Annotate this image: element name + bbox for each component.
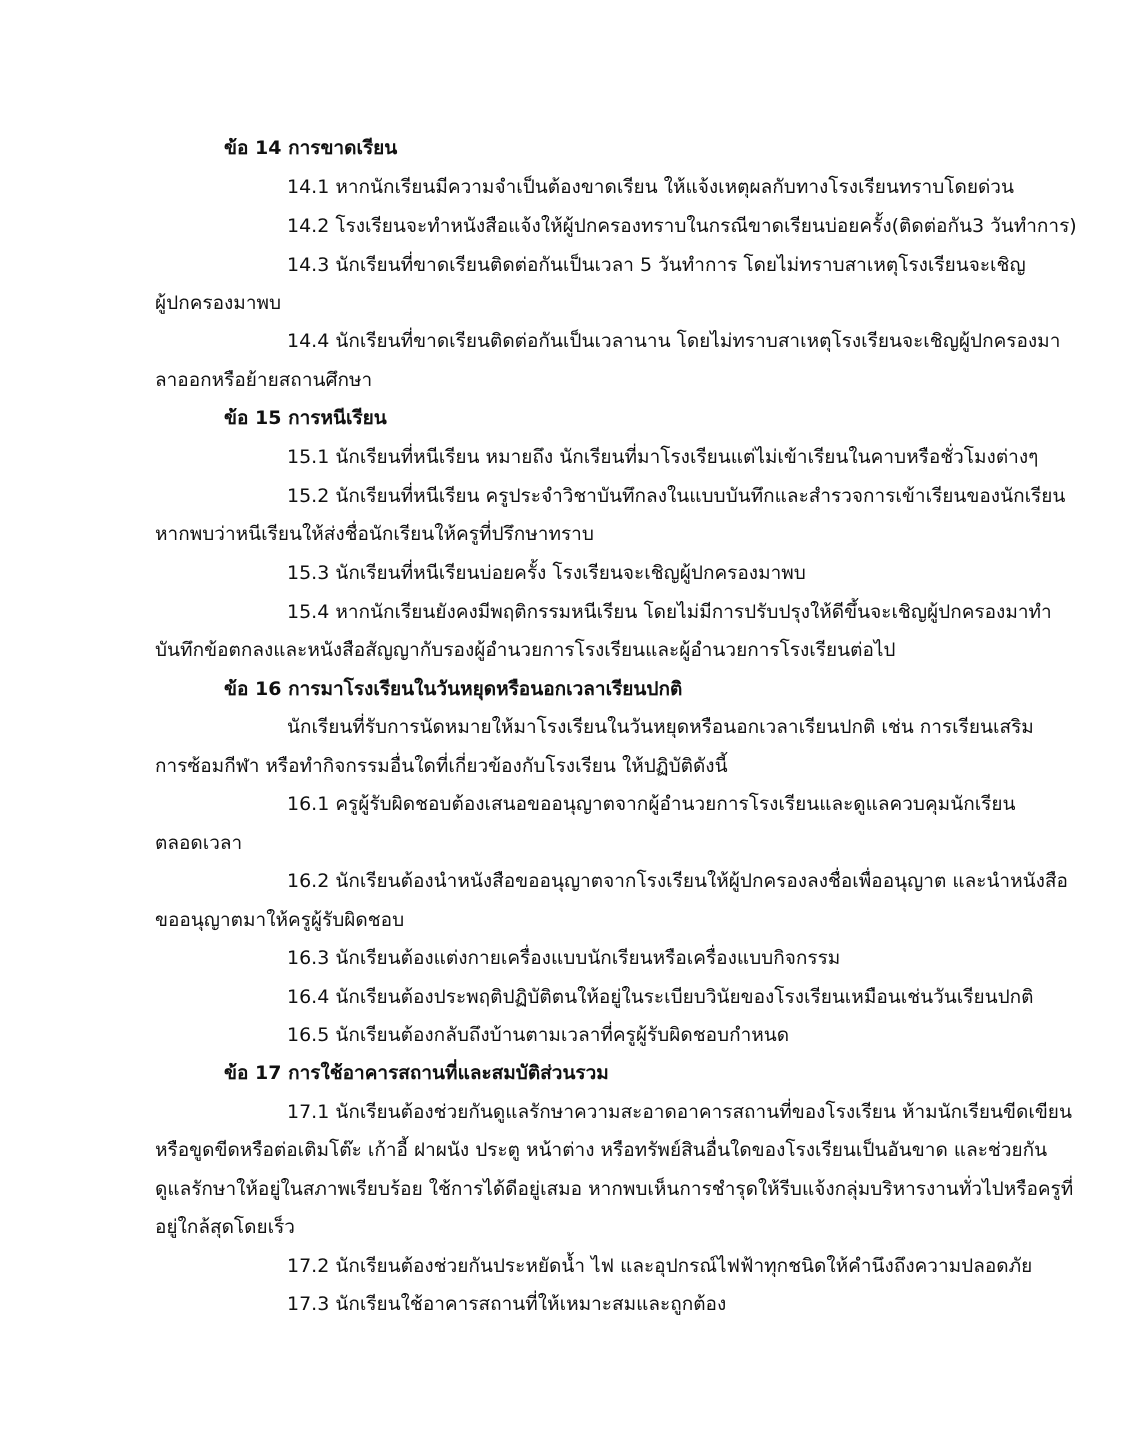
- section-15-item-1: 15.1 นักเรียนที่หนีเรียน หมายถึง นักเรียนที่มาโรงเรียนแต่ไม่เข้าเรียนในคาบหรือชั่วโมงต่างๆ: [287, 446, 1039, 468]
- section-15-item-4-line-2: บันทึกข้อตกลงและหนังสือสัญญากับรองผู้อำนวยการโรงเรียนและผู้อำนวยการโรงเรียนต่อไป: [155, 639, 896, 661]
- section-14-item-4-line-1: 14.4 นักเรียนที่ขาดเรียนติดต่อกันเป็นเวลานาน โดยไม่ทราบสาเหตุโรงเรียนจะเชิญผู้ปกครองมา: [287, 330, 1061, 352]
- section-15-item-2-line-1: 15.2 นักเรียนที่หนีเรียน ครูประจำวิชาบันทึกลงในแบบบันทึกและสำรวจการเข้าเรียนของนักเรียน: [287, 485, 1066, 507]
- section-16-item-1-line-1: 16.1 ครูผู้รับผิดชอบต้องเสนอขออนุญาตจากผู้อำนวยการโรงเรียนและดูแลควบคุมนักเรียน: [287, 793, 1016, 815]
- section-17-item-1-line-3: ดูแลรักษาให้อยู่ในสภาพเรียบร้อย ใช้การได้ดีอยู่เสมอ หากพบเห็นการชำรุดให้รีบแจ้งกลุ่มบริหารงานทั่วไปหรือครูที่: [155, 1178, 1074, 1200]
- section-15-item-4-line-1: 15.4 หากนักเรียนยังคงมีพฤติกรรมหนีเรียน โดยไม่มีการปรับปรุงให้ดีขึ้นจะเชิญผู้ปกครองมาทำ: [287, 601, 1052, 623]
- section-16-item-3: 16.3 นักเรียนต้องแต่งกายเครื่องแบบนักเรียนหรือเครื่องแบบกิจกรรม: [287, 947, 841, 969]
- section-17-item-3: 17.3 นักเรียนใช้อาคารสถานที่ให้เหมาะสมและถูกต้อง: [287, 1293, 727, 1315]
- section-15-heading: ข้อ 15 การหนีเรียน: [224, 407, 387, 429]
- section-16-intro-line-1: นักเรียนที่รับการนัดหมายให้มาโรงเรียนในวันหยุดหรือนอกเวลาเรียนปกติ เช่น การเรียนเสริม: [287, 716, 1034, 738]
- section-14-item-1: 14.1 หากนักเรียนมีความจำเป็นต้องขาดเรียน ให้แจ้งเหตุผลกับทางโรงเรียนทราบโดยด่วน: [287, 176, 1014, 198]
- section-17-item-1-line-1: 17.1 นักเรียนต้องช่วยกันดูแลรักษาความสะอาดอาคารสถานที่ของโรงเรียน ห้ามนักเรียนขีดเขียน: [287, 1101, 1072, 1123]
- section-15-item-3: 15.3 นักเรียนที่หนีเรียนบ่อยครั้ง โรงเรียนจะเชิญผู้ปกครองมาพบ: [287, 562, 806, 584]
- section-14-item-4-line-2: ลาออกหรือย้ายสถานศึกษา: [155, 369, 373, 391]
- section-14-item-3-line-2: ผู้ปกครองมาพบ: [155, 292, 282, 314]
- section-14-item-3-line-1: 14.3 นักเรียนที่ขาดเรียนติดต่อกันเป็นเวลา 5 วันทำการ โดยไม่ทราบสาเหตุโรงเรียนจะเชิญ: [287, 254, 1026, 276]
- section-16-item-4: 16.4 นักเรียนต้องประพฤติปฏิบัติตนให้อยู่ในระเบียบวินัยของโรงเรียนเหมือนเช่นวันเรียนปกติ: [287, 986, 1034, 1008]
- section-16-item-2-line-1: 16.2 นักเรียนต้องนำหนังสือขออนุญาตจากโรงเรียนให้ผู้ปกครองลงชื่อเพื่ออนุญาต และนำหนังสือ: [287, 870, 1068, 892]
- section-16-heading: ข้อ 16 การมาโรงเรียนในวันหยุดหรือนอกเวลาเรียนปกติ: [224, 678, 683, 700]
- section-16-item-2-line-2: ขออนุญาตมาให้ครูผู้รับผิดชอบ: [155, 909, 405, 931]
- section-14-heading: ข้อ 14 การขาดเรียน: [224, 137, 398, 159]
- section-17-item-1-line-4: อยู่ใกล้สุดโดยเร็ว: [155, 1216, 295, 1238]
- section-17-heading: ข้อ 17 การใช้อาคารสถานที่และสมบัติส่วนรวม: [224, 1062, 609, 1084]
- section-15-item-2-line-2: หากพบว่าหนีเรียนให้ส่งชื่อนักเรียนให้ครูที่ปรึกษาทราบ: [155, 523, 594, 545]
- section-16-intro-line-2: การซ้อมกีฬา หรือทำกิจกรรมอื่นใดที่เกี่ยวข้องกับโรงเรียน ให้ปฏิบัติดังนี้: [155, 755, 728, 777]
- section-14-item-2: 14.2 โรงเรียนจะทำหนังสือแจ้งให้ผู้ปกครองทราบในกรณีขาดเรียนบ่อยครั้ง(ติดต่อกัน3 วันทำการ): [287, 215, 1077, 237]
- section-17-item-2: 17.2 นักเรียนต้องช่วยกันประหยัดน้ำ ไฟ และอุปกรณ์ไฟฟ้าทุกชนิดให้คำนึงถึงความปลอดภัย: [287, 1255, 1033, 1277]
- section-17-item-1-line-2: หรือขูดขีดหรือต่อเติมโต๊ะ เก้าอี้ ฝาผนัง ประตู หน้าต่าง หรือทรัพย์สินอื่นใดของโรงเรียนเป็นอันขาด และช่วยกัน: [155, 1139, 1048, 1161]
- section-16-item-1-line-2: ตลอดเวลา: [155, 832, 243, 854]
- section-16-item-5: 16.5 นักเรียนต้องกลับถึงบ้านตามเวลาที่ครูผู้รับผิดชอบกำหนด: [287, 1024, 790, 1046]
